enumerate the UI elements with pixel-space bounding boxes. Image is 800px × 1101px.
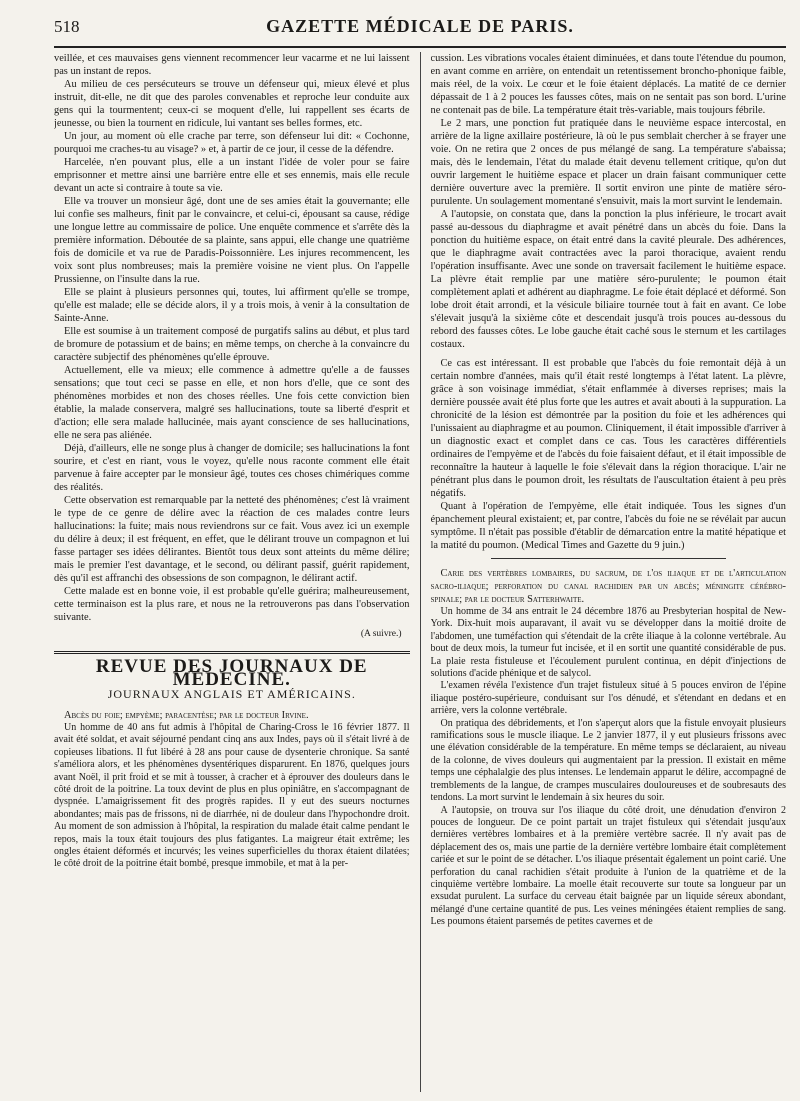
paragraph: cussion. Les vibrations vocales étaient diminuées, et dans toute l'étendue du poumon, en avant comme en arrière, on entendait un retentissement broncho-phonique faible, mais réel, de la voix. Le cœur et le foie étaient déplacés. La matité de ce dernier dépassait de 1 à 2 pouces les fausses côtes, mais on ne sentait pas son bord. L'urine ne contenait pas de bile. La température était très-variable, mais toujours fébrile. [430, 53, 786, 116]
paragraph: Déjà, d'ailleurs, elle ne songe plus à changer de domicile; ses hallucinations la font sourire, et c'est en riant, vous le voyez, qu'elle nous raconte comment elle était parvenue à faire accepter par le monsieur âgé, toutes ces choses chimériques comme des réalités. [54, 443, 410, 493]
column-divider [420, 52, 421, 1092]
paragraph: Actuellement, elle va mieux; elle commence à admettre qu'elle a de fausses sensations; que tout ceci se passe en elle, et non hors d'elle, que ce sont des phénomènes morbides et non des choses réelles. Une fois cette conviction bien établie, la malade conservera, malgré ses hallucinations, toute sa liberté d'esprit et d'action; elle sera malade hallucinée, mais ayant conscience de ses hallucinations, elle ne sera pas aliénée. [54, 365, 410, 441]
paragraph: A l'autopsie, on constata que, dans la ponction la plus inférieure, le trocart avait passé au-dessous du diaphragme et avait pénétré dans un abcès du foie. Dans la ponction du huitième espace, on était entré dans la cavité pleurale. Des adhérences, que le diaphragme avait contractées avec la paroi thoracique, avaient rendu l'opération insuffisante. Avec une sonde on traversait facilement le huitième espace. La plèvre était remplie par une matière séro-purulente; le poumon était complètement aplati et adhérent au diaphragme. Le foie était déplacé et déformé. Son lobe droit était arrondi, et la vésicule biliaire tournée tout à fait en avant. Ce lobe s'élevait jusqu'à la sixième côte et descendait jusqu'à trois pouces au-dessous du rebord des fausses côtes. Le lobe gauche était caché sous le sternum et les cartilages costaux. [430, 209, 786, 350]
paragraph: Le 2 mars, une ponction fut pratiquée dans le neuvième espace intercostal, en arrière de la ligne axillaire postérieure, là où le pus semblait chercher à se frayer une voie. On ne retira que 2 onces de pus mélangé de sang. La température s'abaissa; mais, dès le lendemain, l'état du malade était devenu tellement critique, qu'on dut ouvrir largement le huitième espace et placer un drain faisant communiquer cette dernière ouverture avec la première. Il sortit environ une pinte de matière séro-purulente. Un soulagement momentané s'ensuivit, mais la mort survint le lendemain. [430, 118, 786, 207]
article-heading: Carie des vertèbres lombaires, du sacrum, de l'os iliaque et de l'articulation sacro-iliaque; perforation du canal rachidien par un abcès; méningite cérébro-spinale; par le docteur Satterhwaite. [430, 568, 786, 605]
to-be-continued: (A suivre.) [360, 629, 402, 639]
section-rule [54, 651, 410, 654]
page-header [54, 16, 786, 42]
paragraph: Un jour, au moment où elle crache par terre, son défenseur lui dit: « Cochonne, pourquoi me craches-tu au visage? » et, à partir de ce jour, il cesse de la défendre. [54, 131, 410, 155]
columns [54, 52, 786, 1092]
right-column [431, 52, 787, 1092]
paragraph: Elle se plaint à plusieurs personnes qui, toutes, lui affirment qu'elle se trompe, qu'elle est malade; elle se décide alors, il y a trois mois, à venir à la consultation de Sainte-Anne. [54, 287, 410, 324]
paragraph: Au milieu de ces persécuteurs se trouve un défenseur qui, mieux élevé et plus instruit, dit-elle, ne dit que des paroles convenables et reproche leur conduite aux gens qui la tourmentent; ceux-ci se moquent d'elle, lui rappellent ses écarts de jeunesse, ou bien la tournent en ridicule, lui vantant ses belles formes, etc. [54, 79, 410, 129]
paragraph: Elle est soumise à un traitement composé de purgatifs salins au début, et plus tard de bromure de potassium et de bains; en même temps, on cherche à la convaincre du caractère subjectif des phénomènes qu'elle éprouve. [54, 326, 410, 363]
section-title: REVUE DES JOURNAUX DE MÉDECINE. [95, 656, 368, 690]
running-title: GAZETTE MÉDICALE DE PARIS. [266, 16, 574, 36]
article-heading: Abcès du foie; empyème; paracentèse; par le docteur Irvine. [64, 710, 309, 721]
paragraph: Harcelée, n'en pouvant plus, elle a un instant l'idée de voler pour se faire emprisonner et mettre ainsi une barrière entre elle et ses ennemis, mais elle recule devant un acte si contraire à toute sa vie. [54, 157, 410, 194]
paragraph: Elle va trouver un monsieur âgé, dont une de ses amies était la gouvernante; elle lui confie ses malheurs, finit par le convaincre, et celui-ci, épousant sa cause, rédige une longue lettre au commissaire de police. Une enquête commence et s'arrête dès la première information. Déboutée de sa plainte, sans appui, elle change une quatrième fois de domicile et va rue de Paradis-Poissonnière. Les injures recommencent, les voix sont plus nombreuses; mais la première voisine ne vient plus. On l'appelle Prussienne, on l'insulte dans la rue. [54, 196, 410, 285]
paragraph: Ce cas est intéressant. Il est probable que l'abcès du foie remontait déjà à un certain nombre d'années, mais qu'il était resté longtemps à l'état latent. La plèvre, grâce à son voisinage immédiat, s'était enflammée à diverses reprises; mais la dernière poussée avait été plus forte que les autres et avait abouti à la suppuration. La chronicité de la lésion est démontrée par la position du foie et les adhérences qui l'unissaient au diaphragme et au poumon. Cliniquement, il était impossible d'arriver à un diagnostic exact et complet dans ce cas. Tous les caractères différentiels ordinaires de l'empyème et de l'abcès du foie faisaient défaut, et il était impossible de reconnaître la hauteur à laquelle le foie s'élevait dans la région thoracique. L'air ne pénétrant plus dans le poumon droit, les résultats de l'auscultation étaient à peu près négatifs. [430, 358, 786, 499]
article-rule [491, 558, 727, 559]
paragraph: Cette malade est en bonne voie, il est probable qu'elle guérira; malheureusement, cette terminaison est la plus rare, et nous ne la retrouverons pas dans l'observation suivante. [54, 586, 410, 623]
header-rule [54, 46, 786, 48]
page-number: 518 [54, 17, 80, 36]
paragraph: Quant à l'opération de l'empyème, elle était indiquée. Tous les signes d'un épanchement pleural existaient; et, par contre, l'abcès du foie ne se révélait par aucun symptôme. Il n'était pas possible d'établir de démarcation entre la matité hépatique et la matité du poumon. (Medical Times and Gazette du 9 juin.) [430, 501, 786, 551]
section-subtitle: JOURNAUX ANGLAIS ET AMÉRICAINS. [107, 687, 356, 701]
article-paragraph: Un homme de 40 ans fut admis à l'hôpital de Charing-Cross le 16 février 1877. Il avait été soldat, et avait séjourné pendant cinq ans aux Indes, pays où il s'était livré à de copieuses libations. Il fut libéré à 28 ans pour cause de dysenterie chronique. Sa santé s'améliora alors, et les phénomènes dysentériques disparurent. En 1876, quelques jours avant Noël, il prit froid et se mit à tousser, à cracher et à éprouver des douleurs dans le côté droit de la poitrine. La toux devint de plus en plus opiniâtre, en s'accompagnant de dyspnée. L'amaigrissement fit des progrès rapides. Il y eut des sueurs nocturnes abondantes; mais pas de frissons, ni de diarrhée, ni de douleur dans l'hypochondre droit. Au moment de son admission à l'hôpital, la respiration du malade était calme pendant le repos, mais la toux était toujours des plus fatigantes. La maigreur était extrême; les ongles étaient déformés et incurvés; les veines superficielles du thorax étaient dilatées; le côté droit de la poitrine était bombé, presque immobile, et mat à la per- [54, 722, 410, 870]
paragraph: Cette observation est remarquable par la netteté des phénomènes; c'est là vraiment le type de ce genre de délire avec la réaction de ces malades contre leurs hallucinations: la fuite; mais nous reviendrons sur ce fait. Vous avez ici un exemple du délire à deux; il est fréquent, en effet, que le délirant trouve un compagnon et lui fasse partager ses idées délirantes. Bientôt tous deux sont atteints du même délire; mais le premier l'est davantage, et le second, ou délirant passif, guérit rapidement, dès qu'il est affranchi des obsessions de son compagnon, le délirant actif. [54, 495, 410, 584]
article-paragraph: L'examen révéla l'existence d'un trajet fistuleux situé à 5 pouces environ de l'épine iliaque postéro-supérieure, conduisant sur l'os dénudé, et s'étendant en dedans et en arrière, vers la colonne vertébrale. [430, 680, 786, 717]
paragraph: veillée, et ces mauvaises gens viennent recommencer leur vacarme et ne lui laissent pas un instant de repos. [54, 53, 410, 77]
article-paragraph: On pratiqua des débridements, et l'on s'aperçut alors que la fistule envoyait plusieurs ramifications sous le muscle iliaque. Le 2 janvier 1877, il y eut plusieurs frissons avec une élévation considérable de la température. En même temps se déclaraient, au niveau de la colonne, de vives douleurs qui augmentaient par la pression. Il existait en même temps une céphalalgie des plus intenses. Le lendemain apparut le délire, accompagné de tremblements de la langue, de crampes musculaires douloureuses et de soubresauts des tendons. La mort survint le lendemain à six heures du soir. [430, 717, 786, 804]
left-column [54, 52, 410, 1092]
article-paragraph: Un homme de 34 ans entrait le 24 décembre 1876 au Presbyterian hospital de New-York. Dix-huit mois auparavant, il avait vu se développer dans la moitié droite de l'abdomen, une tuméfaction qui s'étendait de la crête iliaque à la colonne vertébrale. Au bout de deux mois, la tumeur fut incisée, et il en sortit une quantité considérable de pus. La plaie resta fistuleuse et l'écoulement purulent continua, en dépit d'injections de solutions d'acide phénique et de salycol. [430, 606, 786, 680]
article-paragraph: A l'autopsie, on trouva sur l'os iliaque du côté droit, une dénudation d'environ 2 pouces de longueur. De ce point partait un trajet fistuleux qui s'étendait jusqu'aux dernières vertèbres lombaires et à la première vertèbre sacrée. Il n'y avait pas de déplacement des os, mais une partie de la dernière vertèbre lombaire était complètement cariée et sur le point de se détacher. L'os iliaque présentait également un point carié. Une perforation du canal rachidien s'était produite à l'union de la quatrième et de la cinquième vertèbre lombaire. La moelle était recouverte sur toute sa longueur par un exsudat purulent. La surface du cerveau était baignée par un liquide séreux abondant, mélangé d'une certaine quantité de pus. Les veines méningées étaient remplies de sang. Les poumons étaient parsemés de petites cavernes et de [430, 804, 786, 928]
